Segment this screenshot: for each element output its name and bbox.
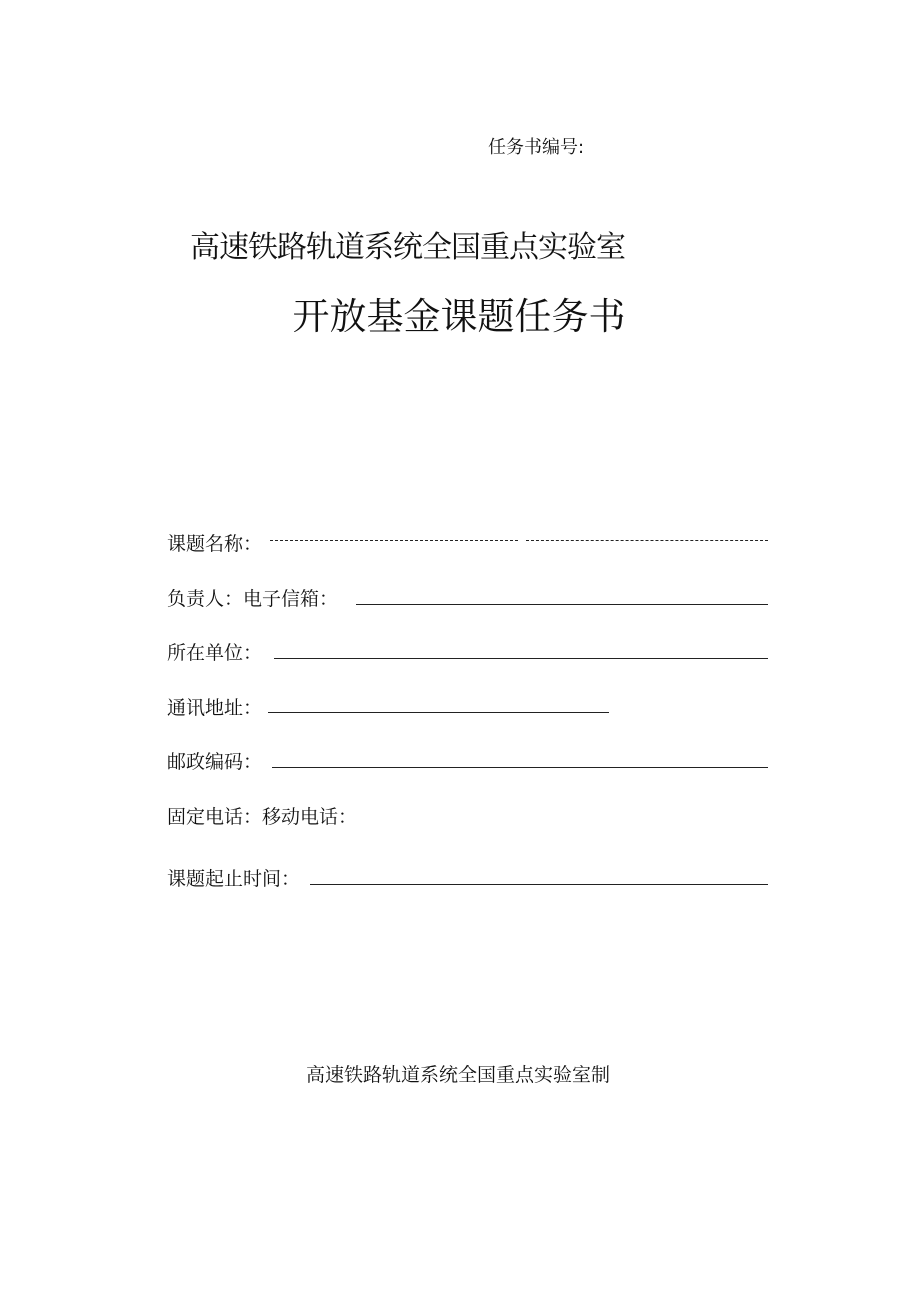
leader-email-label: 负责人：电子信箱： (167, 588, 339, 610)
organization-label: 所在单位： (167, 642, 263, 664)
postal-code-field[interactable] (272, 767, 768, 768)
title-lab-name: 高速铁路轨道系统全国重点实验室 (190, 230, 625, 265)
address-label: 通讯地址： (167, 697, 263, 719)
issuer-footer: 高速铁路轨道系统全国重点实验室制 (305, 1064, 610, 1086)
project-name-label: 课题名称： (167, 533, 263, 555)
organization-field[interactable] (274, 658, 768, 659)
task-number-label: 任务书编号: (488, 137, 585, 158)
postal-code-label: 邮政编码： (167, 751, 263, 773)
leader-email-field[interactable] (356, 604, 768, 605)
period-label: 课题起止时间： (167, 868, 301, 890)
address-field[interactable] (268, 712, 609, 713)
phones-label: 固定电话：移动电话： (167, 806, 358, 828)
period-field[interactable] (310, 884, 768, 885)
project-name-field-part2[interactable] (526, 540, 768, 541)
project-name-field-part1[interactable] (270, 540, 518, 541)
title-document-type: 开放基金课题任务书 (292, 295, 626, 338)
